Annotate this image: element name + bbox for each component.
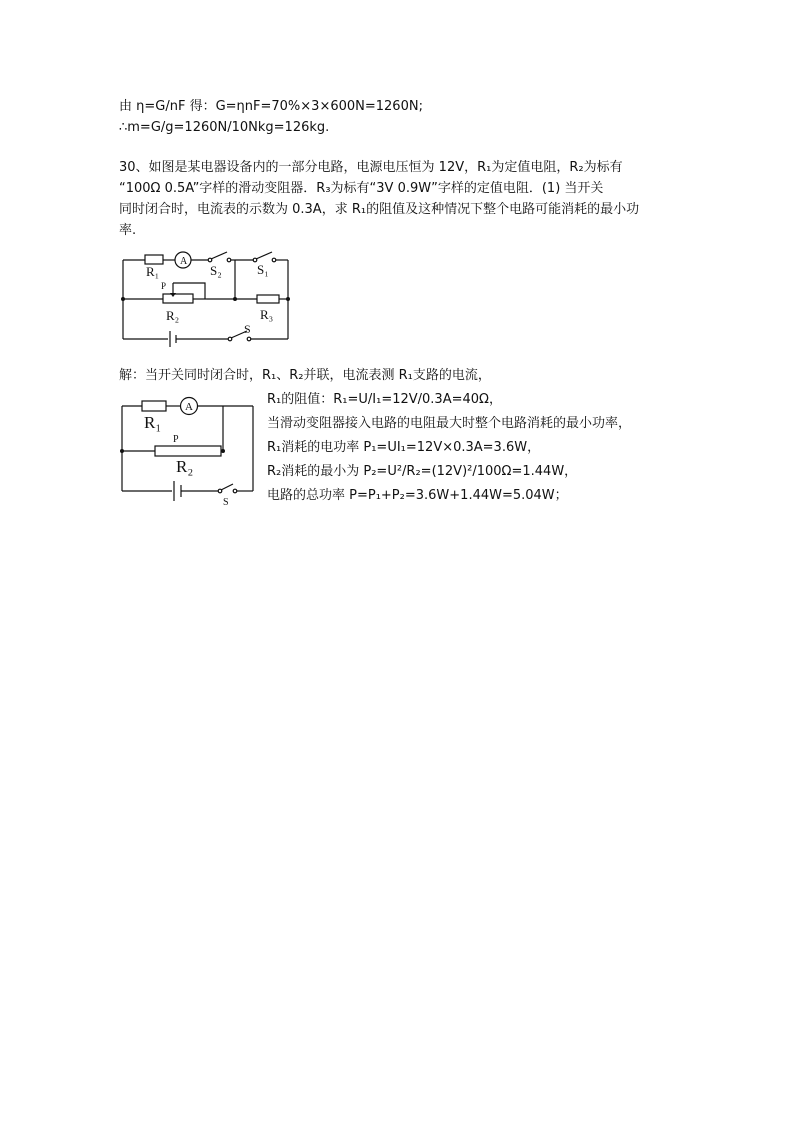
label-s1: S₁: [257, 262, 269, 277]
label-ammeter-2: A: [185, 401, 193, 413]
question-line-1: 30、如图是某电器设备内的一部分电路，电源电压恒为 12V，R₁为定值电阻，R₂为标有: [119, 160, 623, 175]
question-line-3: 同时闭合时，电流表的示数为 0.3A，求 R₁的阻值及这种情况下整个电路可能消耗的最小功: [119, 202, 640, 217]
label-r3: R₃: [260, 307, 274, 322]
circuit-diagram-1: [115, 245, 300, 355]
label-r2-2: R₂: [176, 457, 194, 476]
question-line-4: 率.: [119, 223, 137, 238]
label-p-2: P: [173, 434, 179, 445]
circuit-diagram-2: [115, 393, 260, 511]
prev-solution-line-1: 由 η=G/nF 得：G=ηnF=70%×3×600N=1260N;: [119, 99, 423, 114]
label-ammeter: A: [180, 256, 188, 267]
prev-solution-line-2: ∴m=G/g=1260N/10Nkg=126kg.: [119, 120, 330, 135]
label-s: S: [244, 322, 251, 336]
label-p: P: [161, 281, 167, 291]
label-s-2: S: [223, 497, 229, 508]
label-r1-2: R₁: [144, 413, 162, 432]
solution-line-1: R₁的阻值：R₁=U/I₁=12V/0.3A=40Ω，: [267, 392, 502, 407]
solution-line-3: R₁消耗的电功率 P₁=UI₁=12V×0.3A=3.6W，: [267, 440, 541, 455]
solution-line-2: 当滑动变阻器接入电路的电阻最大时整个电路消耗的最小功率，: [267, 416, 632, 431]
question-line-2: “100Ω 0.5A”字样的滑动变阻器．R₃为标有“3V 0.9W”字样的定值电阻．(1) 当开关: [119, 181, 604, 196]
solution-line-4: R₂消耗的最小为 P₂=U²/R₂=(12V)²/100Ω=1.44W，: [267, 464, 578, 479]
label-r1: R₁: [146, 264, 160, 279]
solution-line-5: 电路的总功率 P=P₁+P₂=3.6W+1.44W=5.04W；: [267, 488, 568, 503]
label-s2: S₂: [210, 263, 222, 278]
solution-intro: 解：当开关同时闭合时，R₁、R₂并联，电流表测 R₁支路的电流，: [119, 368, 491, 383]
label-r2: R₂: [166, 308, 180, 323]
